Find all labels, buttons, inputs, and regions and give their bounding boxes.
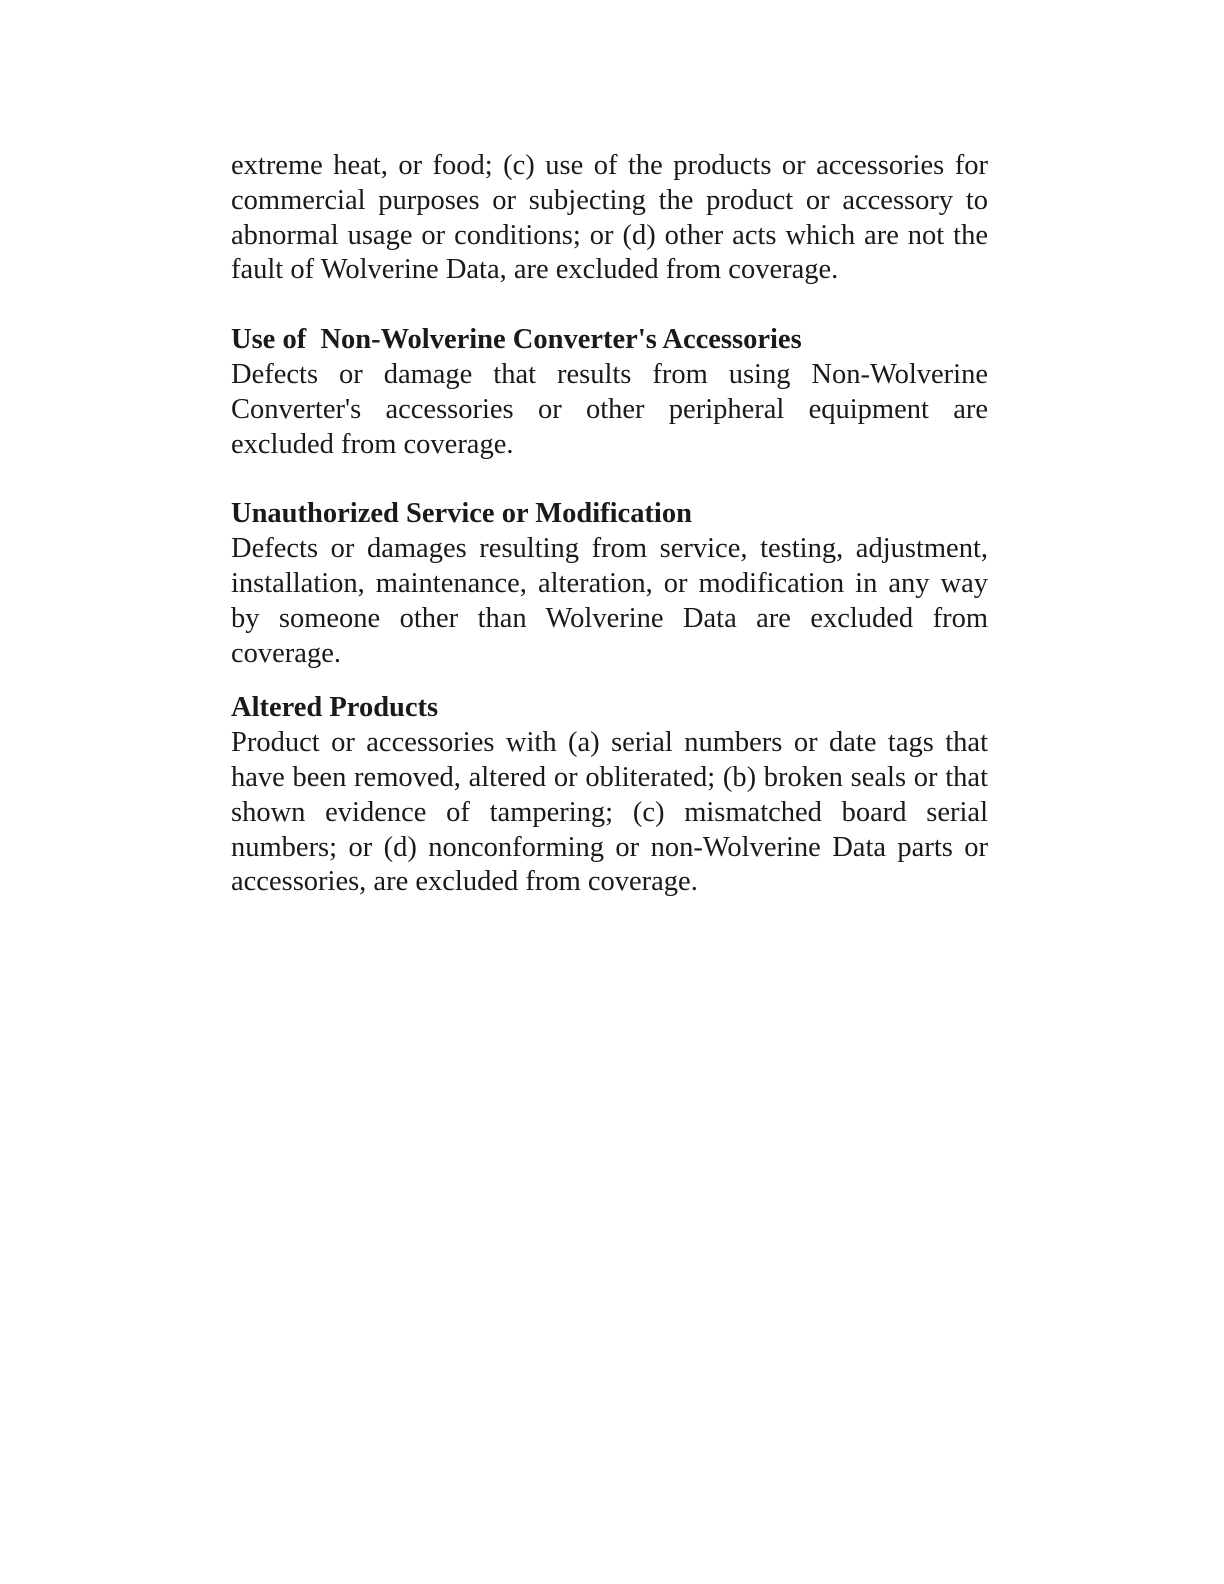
section-body: Product or accessories with (a) serial numbers or date tags that have been removed, altered or obliterated; (b) broken seals or that shown evidence of tampering; (c) mismatched board serial numbers; or (d) nonconforming or non-Wolverine Data parts or accessories, are excluded from coverage. — [231, 727, 988, 898]
section-heading: Altered Products — [231, 692, 439, 724]
section-non-wolverine-accessories — [231, 323, 988, 462]
section-heading: Use of Non-Wolverine Converter's Accessories — [231, 324, 802, 356]
document-page — [231, 149, 988, 900]
section-heading: Unauthorized Service or Modification — [231, 498, 692, 530]
section-body: Defects or damages resulting from service, testing, adjustment, installation, maintenance, alteration, or modification in any way by someone other than Wolverine Data are excluded from coverage. — [231, 533, 988, 669]
section-body: Defects or damage that results from using Non-Wolverine Converter's accessories or other peripheral equipment are excluded from coverage. — [231, 358, 988, 460]
section-unauthorized-service — [231, 497, 988, 671]
section-altered-products — [231, 691, 988, 900]
intro-paragraph: extreme heat, or food; (c) use of the products or accessories for commercial purposes or subjecting the product or accessory to abnormal usage or conditions; or (d) other acts which are not the fault of Wolverine Data, are excluded from coverage. — [231, 150, 988, 286]
